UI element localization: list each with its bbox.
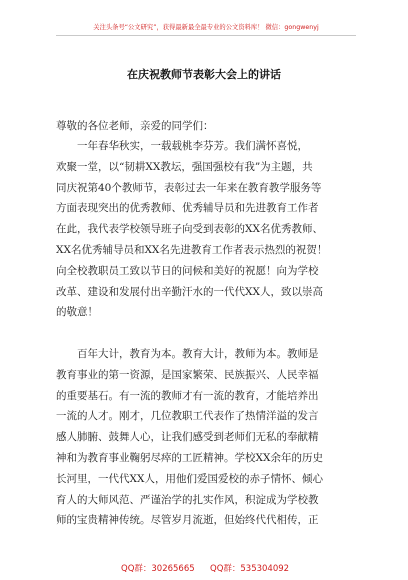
qq-group-1: QQ群：30265665	[121, 564, 195, 574]
paragraph-line: 一年春华秋实，一载载桃李芬芳。我们满怀喜悦，	[77, 140, 308, 152]
paragraph-line: XX名优秀辅导员和XX名先进教育工作者表示热烈的祝贺！	[56, 243, 328, 256]
greeting-line: 尊敬的各位老师，亲爱的同学们：	[56, 120, 214, 132]
paragraph-line: 在此，我代表学校领导班子向受到表彰的XX名优秀教师、	[56, 223, 323, 236]
paragraph-line: 的重要基石。有一流的教师才有一流的教育，才能培养出	[56, 389, 319, 402]
paragraph-1	[56, 136, 356, 323]
paragraph-line: 感人肺腑、鼓舞人心，让我们感受到老师们无私的奉献精	[56, 431, 319, 444]
paragraph-line: 的敬意！	[56, 306, 98, 319]
paragraph-line: 同庆祝第40个教师节，表彰过去一年来在教育教学服务等	[56, 181, 322, 194]
page-header	[56, 22, 356, 36]
paragraph-line: 师的宝贵精神传统。尽管岁月流逝，但始终代代相传，正	[56, 514, 319, 527]
paragraph-line: 长河里，一代代XX人，用他们爱国爱校的赤子情怀、倾心	[56, 472, 323, 485]
paragraph-line: 向全校教职员工致以节日的问候和美好的祝愿！向为学校	[56, 264, 319, 277]
paragraph-line: 欢聚一堂，以“韧耕XX教坛，强国强校有我”为主题，共	[56, 160, 313, 173]
qq-group-2: QQ群：535304092	[210, 564, 290, 574]
paragraph-line: 一流的人才。刚才，几位教职工代表作了热情洋溢的发言	[56, 410, 319, 423]
header-divider	[56, 35, 356, 36]
paragraph-line: 百年大计，教育为本。教育大计，教师为本。教师是	[77, 348, 319, 360]
paragraph-line: 育人的大师风范、严谨治学的扎实作风，积淀成为学校教	[56, 493, 319, 506]
document-title: 在庆祝教师节表彰大会上的讲话	[127, 68, 281, 81]
paragraph-line: 改革、建设和发展付出辛勤汗水的一代代XX人，致以崇高	[56, 285, 323, 298]
paragraph-line: 教育事业的第一资源，是国家繁荣、民族振兴、人民幸福	[56, 368, 319, 381]
header-promo-text: 关注头条号“公文研究”，获得最新最全最专业的公文资料库！ 微信：gongwenyj	[93, 24, 319, 31]
paragraph-line: 方面表现突出的优秀教师、优秀辅导员和先进教育工作者	[56, 202, 319, 215]
paragraph-2	[56, 344, 356, 531]
paragraph-line: 神和为教育事业鞠躬尽瘁的工匠精神。学校XX余年的历史	[56, 451, 323, 464]
